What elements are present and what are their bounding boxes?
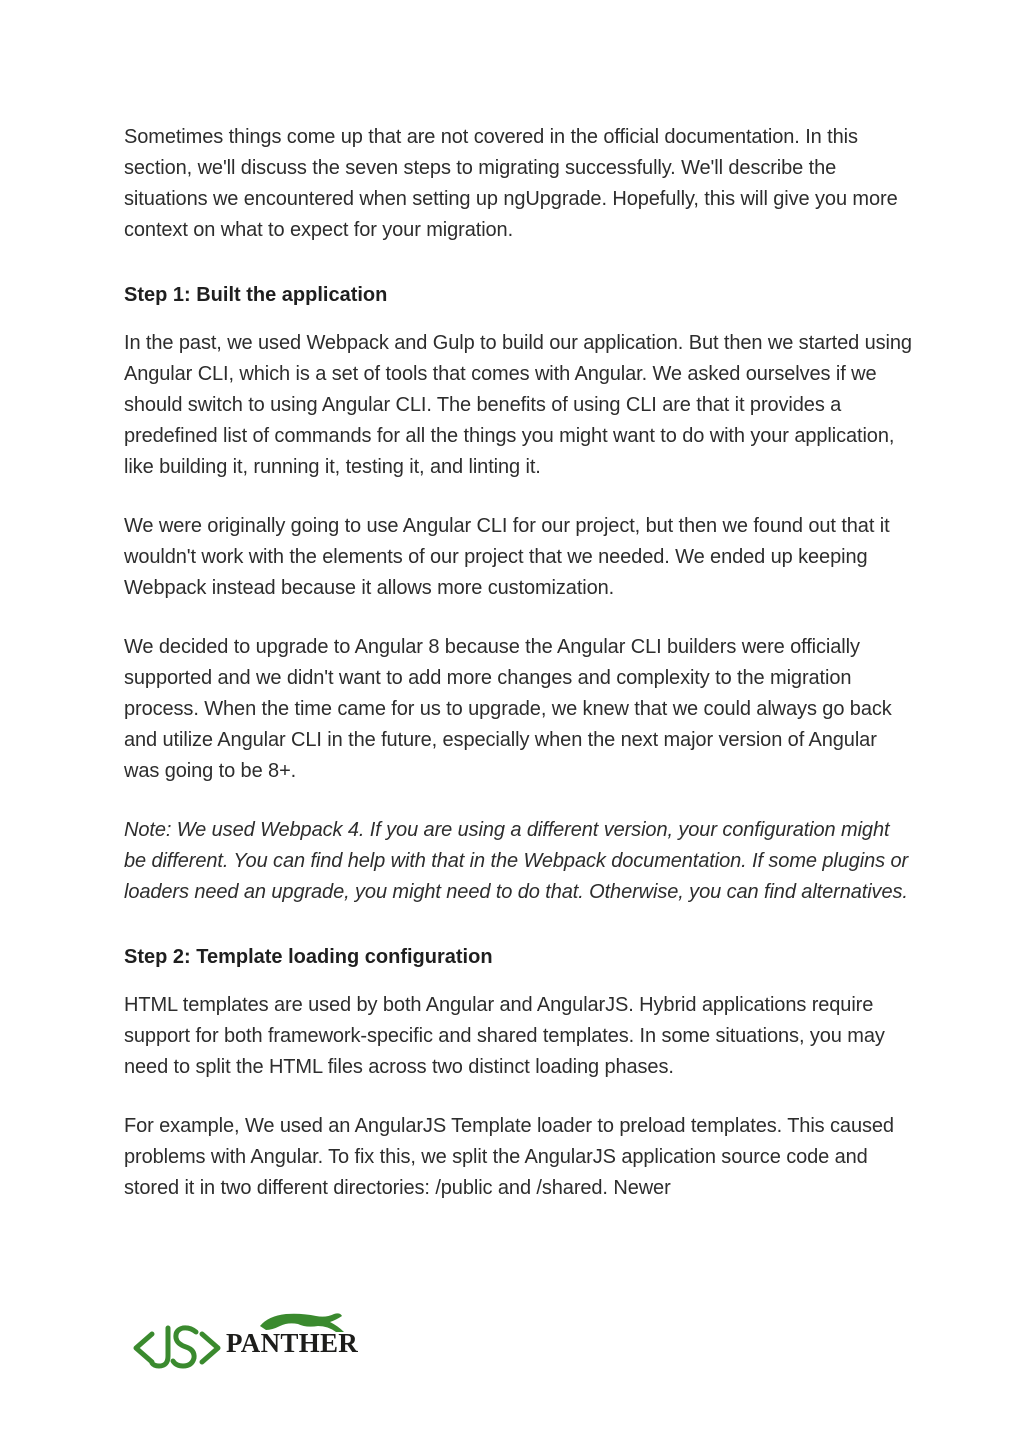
step1-paragraph-1: In the past, we used Webpack and Gulp to build our application. But then we started using Angular CLI, which is a set of tools that comes with Angular. We asked ourselves if we should switch to using Angular CLI. The benefits of using CLI are that it provides a predefined list of commands for all the things you might want to do with your application, like building it, running it, testing it, and linting it. <box>124 332 912 478</box>
step1-note: Note: We used Webpack 4. If you are using a different version, your configuration might be different. You can find help with that in the Webpack documentation. If some plugins or loaders need an upgrade, you might need to do that. Otherwise, you can find alternatives. <box>124 819 909 903</box>
step1-heading: Step 1: Built the application <box>124 284 388 306</box>
step2-heading: Step 2: Template loading configuration <box>124 946 493 968</box>
step1-paragraph-3: We decided to upgrade to Angular 8 because the Angular CLI builders were officially supported and we didn't want to add more changes and complexity to the migration process. When the time came for us to upgrade, we knew that we could always go back and utilize Angular CLI in the future, especially when the next major version of Angular was going to be 8+. <box>124 636 892 782</box>
step2-paragraph-1: HTML templates are used by both Angular and AngularJS. Hybrid applications require support for both framework-specific and shared templates. In some situations, you may need to split the HTML files across two distinct loading phases. <box>124 994 885 1078</box>
step1-paragraph-2: We were originally going to use Angular CLI for our project, but then we found out that it wouldn't work with the elements of our project that we needed. We ended up keeping Webpack instead because it allows more customization. <box>124 515 890 599</box>
step2-paragraph-2: For example, We used an AngularJS Template loader to preload templates. This caused problems with Angular. To fix this, we split the AngularJS application source code and stored it in two different directories: /public and /shared. Newer <box>124 1115 894 1199</box>
jspanther-logo <box>130 1308 360 1380</box>
intro-paragraph: Sometimes things come up that are not covered in the official documentation. In this section, we'll discuss the seven steps to migrating successfully. We'll describe the situations we encountered when setting up ngUpgrade. Hopefully, this will give you more context on what to expect for your migration. <box>124 126 898 241</box>
document-body <box>124 122 914 1232</box>
logo-wordmark: PANTHER <box>226 1328 359 1358</box>
